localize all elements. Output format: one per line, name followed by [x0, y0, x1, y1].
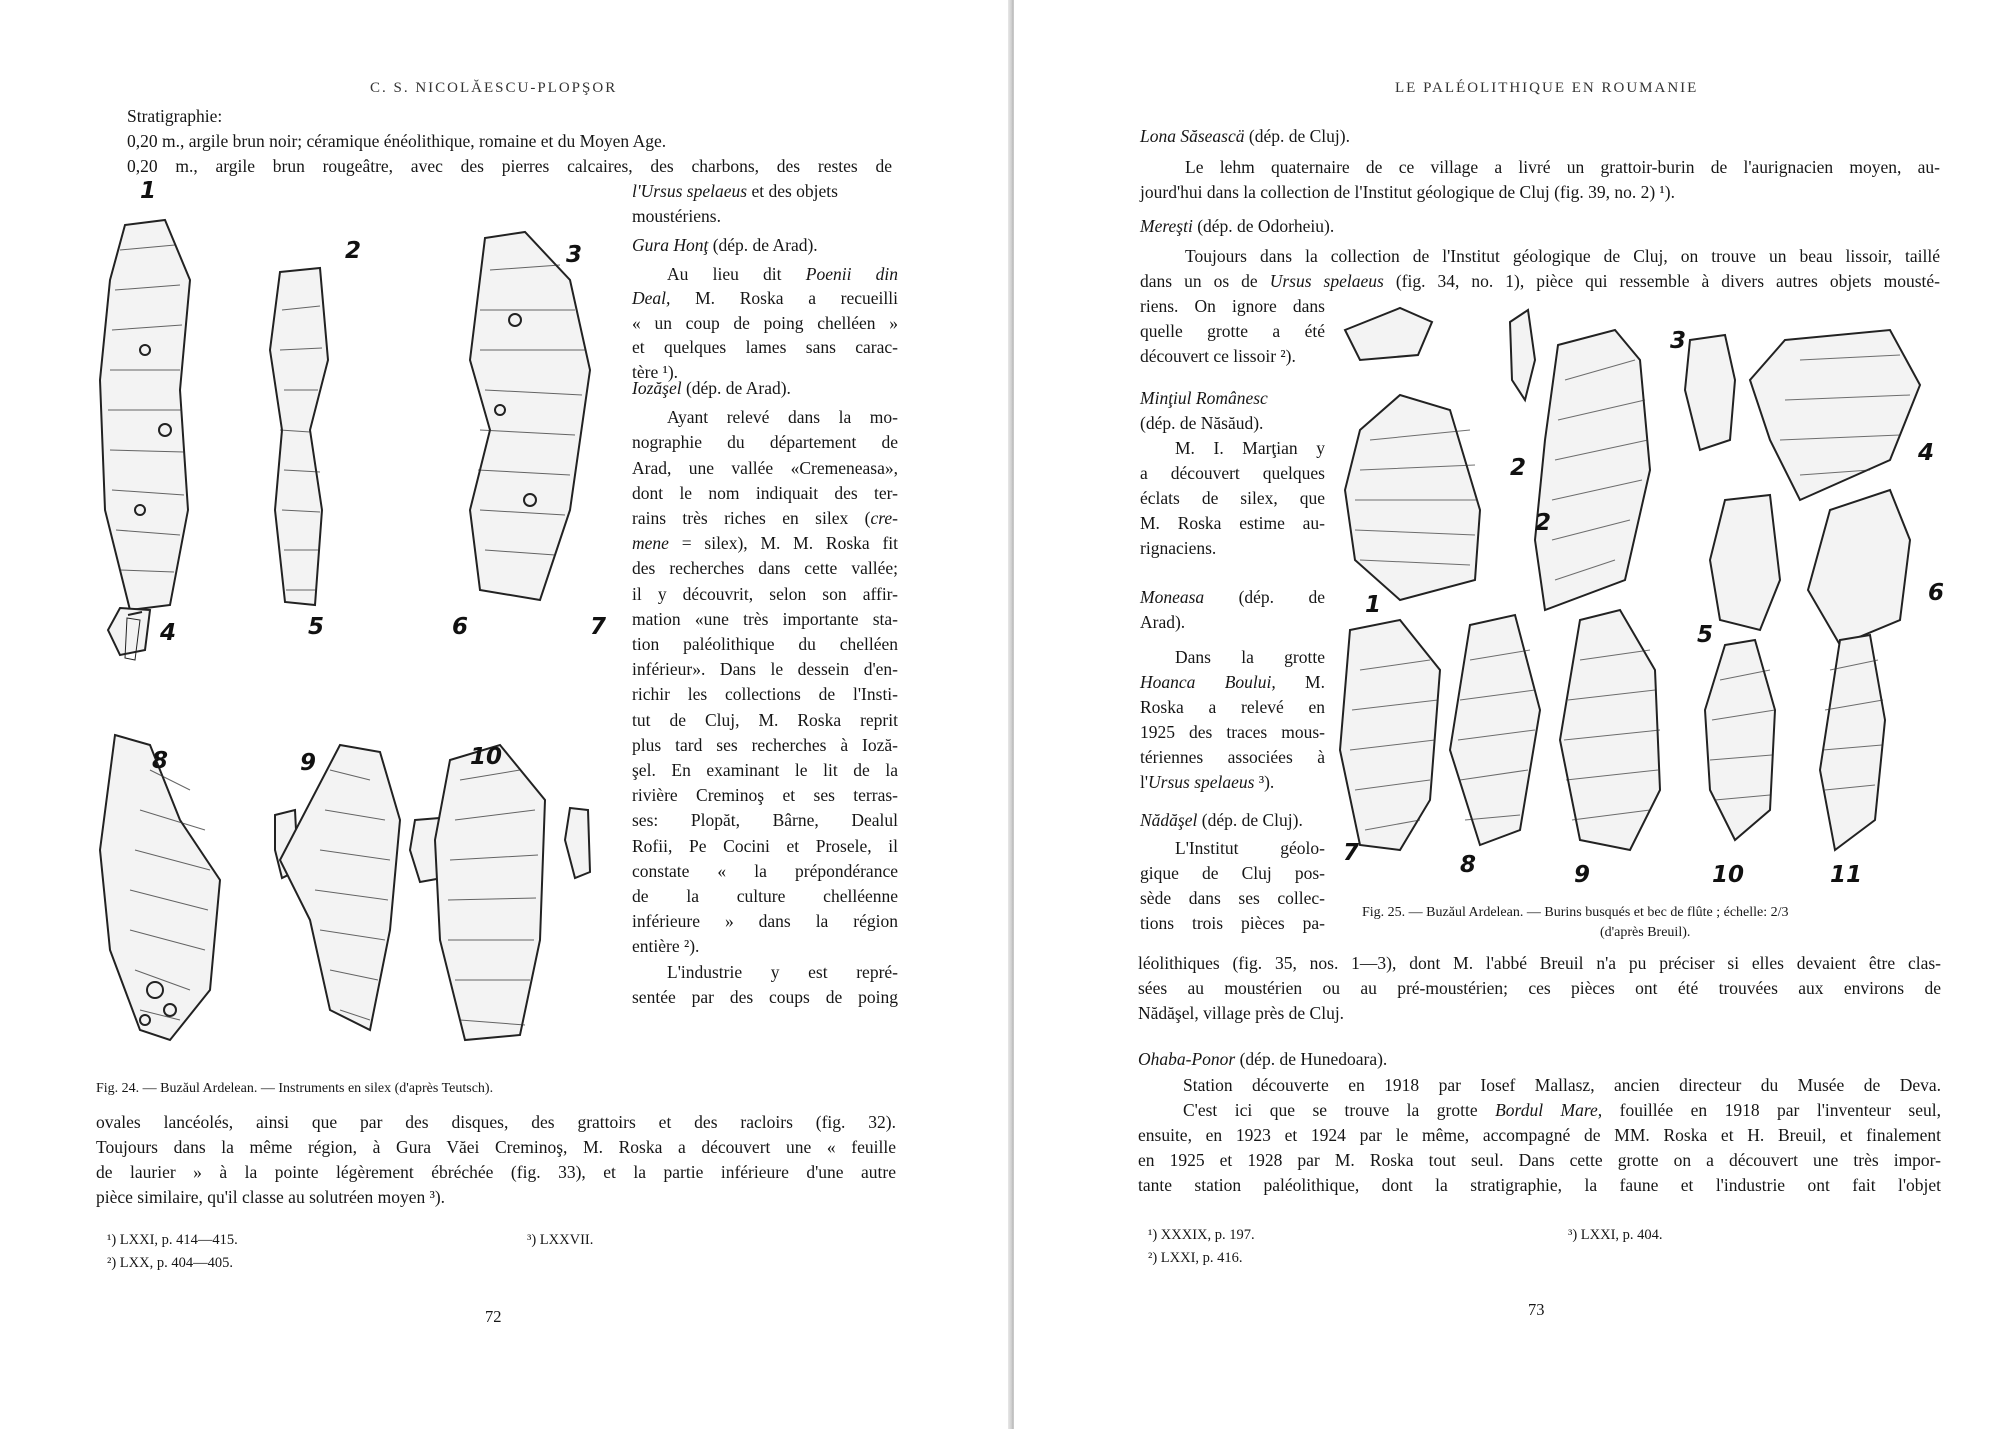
- fig24-label-4: 4: [160, 620, 177, 646]
- text-line: [1138, 1123, 1941, 1148]
- text-line: [632, 556, 898, 581]
- text-line: [1138, 1173, 1941, 1198]
- text-line: [1175, 836, 1325, 861]
- text-segment: mation «une très importante sta-: [632, 608, 898, 629]
- right-running-header: LE PALÉOLITHIQUE EN ROUMANIE: [1395, 80, 1699, 96]
- text-segment: sées au moustérien ou au pré-moustérien; ces pièces ont été trouvées aux environs de: [1138, 978, 1941, 998]
- text-segment: plus tard ses recherches à Ioză-: [632, 734, 898, 755]
- text-segment: ensuite, en 1923 et 1924 par le même, accompagné de MM. Roska et H. Breuil, et finalement: [1138, 1125, 1941, 1145]
- text-line: [1138, 1047, 1387, 1072]
- fig24-label-3: 3: [566, 242, 583, 268]
- text-line: [1140, 770, 1325, 795]
- right-footnote-2: ²) LXXI, p. 416.: [1148, 1250, 1243, 1266]
- text-segment: = silex), M. M. Roska fit: [668, 533, 898, 554]
- text-line: [632, 682, 898, 707]
- text-line: [632, 783, 898, 808]
- artifact-r-9: [1560, 610, 1660, 850]
- right-page-number: 73: [1528, 1300, 1545, 1319]
- italic-segment: Moneasa: [1140, 587, 1205, 607]
- text-segment: jourd'hui dans la collection de l'Institut géologique de Cluj (fig. 39, no. 2) ¹).: [1140, 182, 1675, 202]
- text-line: [1175, 436, 1325, 461]
- artifact-9: [280, 745, 400, 1030]
- text-line: [1183, 1098, 1941, 1123]
- text-segment: rains très riches en silex (: [632, 508, 871, 528]
- text-line: [632, 632, 898, 657]
- text-line: [632, 758, 898, 783]
- artifact-1: [100, 220, 190, 610]
- text-segment: Roska a relevé en: [1140, 697, 1325, 717]
- left-bottom-line: de laurier » à la pointe légèrement ébréchée (fig. 33), et la partie inférieure d'une autre: [96, 1162, 896, 1182]
- italic-segment: cre-: [870, 508, 898, 528]
- fig24-label-7: 7: [590, 614, 607, 640]
- figure-25-burins: [1330, 300, 1950, 900]
- text-line: [1140, 269, 1940, 294]
- artifact-7: [565, 808, 590, 878]
- text-segment: des recherches dans cette vallée;: [632, 558, 898, 579]
- text-line: [1138, 1148, 1941, 1173]
- fig25-label-9: 9: [1574, 862, 1591, 888]
- text-line: [1140, 411, 1325, 436]
- text-line: [632, 286, 898, 311]
- text-segment: riens. On ignore dans: [1140, 296, 1325, 316]
- fig25-label-8: 8: [1460, 852, 1477, 878]
- text-line: [632, 582, 898, 607]
- text-line: [632, 376, 898, 401]
- text-line: [1140, 720, 1325, 745]
- text-line: [1185, 244, 1940, 269]
- text-segment: (dép. de Cluj).: [1244, 126, 1350, 146]
- text-segment: sède dans ses collec-: [1140, 888, 1325, 908]
- text-line: [632, 233, 898, 258]
- text-segment: entière ²).: [632, 936, 700, 957]
- artifact-r-6: [1808, 490, 1910, 645]
- text-segment: (dép. de Arad).: [708, 235, 818, 255]
- text-segment: tère ¹).: [632, 361, 679, 382]
- text-line: [632, 834, 898, 859]
- artifact-2: [270, 268, 328, 605]
- artifact-r-8: [1450, 615, 1540, 845]
- text-line: [632, 884, 898, 909]
- text-line: [632, 733, 898, 758]
- text-segment: dont le nom indiquait des ter-: [632, 482, 898, 503]
- italic-segment: Ursus spelaeus: [1269, 271, 1384, 291]
- text-segment: Dans la grotte: [1175, 647, 1325, 667]
- italic-segment: Mereşti: [1140, 216, 1193, 236]
- italic-segment: Nădăşel: [1140, 810, 1198, 830]
- text-segment: L'industrie y est repré-: [667, 961, 898, 982]
- text-line: [1140, 585, 1325, 610]
- text-line: [1138, 1001, 1344, 1026]
- left-top-line: 0,20 m., argile brun noir; céramique énéolithique, romaine et du Moyen Age.: [127, 131, 667, 151]
- left-bottom-line: pièce similaire, qu'il classe au solutréen moyen ³).: [96, 1187, 446, 1207]
- fig25-label-3: 3: [1670, 328, 1687, 354]
- text-segment: rivière Creminoş et ses terras-: [632, 785, 898, 806]
- text-line: [632, 335, 898, 360]
- text-segment: Ayant relevé dans la mo-: [667, 407, 898, 428]
- text-segment: ses: Plopăt, Bârne, Dealul: [632, 810, 898, 831]
- artifact-r-2b: [1510, 310, 1535, 400]
- text-segment: il y découvrit, selon son affir-: [632, 583, 898, 604]
- italic-segment: Ohaba-Ponor: [1138, 1049, 1236, 1069]
- fig25-label-11: 11: [1830, 862, 1863, 888]
- text-segment: en 1925 et 1928 par M. Roska tout seul. Dans cette grotte on a découvert une très impor-: [1138, 1150, 1941, 1170]
- fig24-label-6: 6: [452, 614, 469, 640]
- text-segment: (fig. 34, no. 1), pièce qui ressemble à divers autres objets mousté-: [1383, 271, 1941, 291]
- text-segment: gique de Cluj pos-: [1140, 863, 1325, 883]
- text-segment: M. I. Marţian y: [1175, 438, 1325, 458]
- text-segment: ³).: [1254, 772, 1275, 792]
- left-footnote-3: ³) LXXVII.: [527, 1232, 594, 1248]
- fig25-label-7: 7: [1343, 840, 1360, 866]
- text-segment: (dép. de Cluj).: [1197, 810, 1303, 830]
- left-page-number: 72: [485, 1307, 502, 1326]
- text-segment: tante station paléolithique, dont la stratigraphie, la faune et l'industrie ont fait l'objet: [1138, 1175, 1941, 1195]
- text-segment: dans un os de: [1140, 271, 1270, 291]
- text-line: [1140, 461, 1325, 486]
- artifact-r-7: [1340, 620, 1440, 850]
- text-line: [667, 960, 898, 985]
- text-line: [1140, 670, 1325, 695]
- text-segment: tions trois pièces pa-: [1140, 913, 1325, 933]
- text-line: [1140, 294, 1325, 319]
- text-segment: « un coup de poing chelléen »: [632, 312, 898, 333]
- text-segment: inférieure » dans la région: [632, 911, 898, 932]
- artifact-r-3: [1685, 335, 1735, 450]
- left-running-header: C. S. NICOLĂESCU-PLOPŞOR: [370, 80, 618, 96]
- text-segment: (dép. de Hunedoara).: [1235, 1049, 1388, 1069]
- text-line: [1185, 155, 1940, 180]
- artifact-8: [100, 735, 220, 1040]
- text-line: [632, 531, 898, 556]
- text-line: [632, 456, 898, 481]
- text-line: [1140, 861, 1325, 886]
- text-segment: Nădăşel, village près de Cluj.: [1138, 1003, 1345, 1023]
- text-segment: tériennes associées à: [1140, 747, 1325, 767]
- italic-segment: Lona Săseascä: [1140, 126, 1245, 146]
- figure-25-drawing: [1330, 300, 1950, 900]
- left-top-line: Stratigraphie:: [127, 106, 223, 126]
- text-segment: Rofii, Pe Cocini et Prosele, il: [632, 835, 898, 856]
- text-line: [1140, 344, 1325, 369]
- figure-24-silex-tools: [70, 210, 610, 1080]
- left-footnote-1: ¹) LXXI, p. 414—415.: [107, 1232, 238, 1248]
- text-line: [1140, 610, 1325, 635]
- text-segment: richir les collections de l'Insti-: [632, 684, 898, 705]
- left-bottom-line: ovales lancéolés, ainsi que par des disques, des grattoirs et des racloirs (fig. 32).: [96, 1112, 896, 1132]
- text-segment: l': [1140, 772, 1149, 792]
- text-segment: tion paléolithique du chelléen: [632, 634, 898, 654]
- text-segment: découvert ce lissoir ²).: [1140, 346, 1296, 366]
- text-line: [632, 985, 898, 1010]
- text-line: [667, 262, 898, 287]
- text-segment: Station découverte en 1918 par Iosef Mallasz, ancien directeur du Musée de Deva.: [1183, 1075, 1941, 1095]
- text-segment: quelle grotte a été: [1140, 321, 1325, 341]
- italic-segment: mene: [632, 533, 669, 554]
- artifact-r-11: [1820, 635, 1885, 850]
- text-segment: sentée par des coups de poing: [632, 986, 898, 1007]
- text-line: [1140, 695, 1325, 720]
- fig25-label-6: 6: [1928, 580, 1945, 606]
- text-segment: Au lieu dit: [667, 263, 806, 284]
- fig25-label-10: 10: [1712, 862, 1745, 888]
- left-footnote-2: ²) LXX, p. 404—405.: [107, 1255, 233, 1271]
- artifact-r-5: [1710, 495, 1780, 630]
- text-line: [1175, 645, 1325, 670]
- fig25-label-2a: 2: [1510, 455, 1527, 481]
- fig25-label-5: 5: [1697, 622, 1714, 648]
- text-line: [667, 405, 898, 430]
- text-line: [632, 708, 898, 733]
- text-line: [632, 430, 898, 455]
- text-line: [632, 934, 898, 959]
- text-segment: fouillée en 1918 par l'inventeur seul,: [1602, 1100, 1942, 1120]
- italic-segment: Deal,: [632, 288, 671, 308]
- text-segment: 1925 des traces mous-: [1140, 722, 1325, 742]
- text-line: [1140, 911, 1325, 936]
- artifact-10: [435, 745, 545, 1040]
- left-bottom-line: Toujours dans la même région, à Gura Văei Creminoş, M. Roska a découvert une « feuille: [96, 1137, 896, 1157]
- italic-segment: Bordul Mare,: [1495, 1100, 1603, 1120]
- text-line: [1138, 951, 1941, 976]
- text-segment: de la culture chelléenne: [632, 886, 898, 906]
- text-segment: (dép. de Arad).: [681, 378, 791, 398]
- figure-25-caption-line-2: (d'après Breuil).: [1600, 925, 1691, 940]
- right-footnote-1: ¹) XXXIX, p. 197.: [1148, 1227, 1255, 1243]
- artifact-r-1: [1345, 395, 1480, 600]
- text-segment: şel. En examinant le lit de la: [632, 760, 898, 780]
- text-line: [632, 808, 898, 833]
- figure-24-drawing: [70, 210, 610, 1080]
- text-segment: Toujours dans la collection de l'Institut géologique de Cluj, on trouve un beau lissoir, taillé: [1185, 246, 1940, 266]
- italic-segment: Iozăşel: [632, 378, 682, 398]
- text-segment: C'est ici que se trouve la grotte: [1183, 1100, 1496, 1120]
- left-mousteriens: moustériens.: [632, 206, 721, 226]
- artifact-r-2a: [1345, 308, 1432, 360]
- fig24-label-5: 5: [308, 614, 325, 640]
- text-line: [1140, 808, 1325, 833]
- figure-24-caption: Fig. 24. — Buzăul Ardelean. — Instruments en silex (d'après Teutsch).: [96, 1081, 494, 1096]
- text-segment: léolithiques (fig. 35, nos. 1—3), dont M. l'abbé Breuil n'a pu préciser si elles devaient être clas-: [1138, 953, 1941, 973]
- artifact-r-10: [1705, 640, 1775, 840]
- text-segment: nographie du département de: [632, 432, 898, 453]
- text-line: [632, 657, 898, 682]
- text-segment: (dép. de Odorheiu).: [1192, 216, 1335, 236]
- text-segment: et quelques lames sans carac-: [632, 337, 898, 357]
- fig25-label-1: 1: [1365, 592, 1382, 618]
- text-line: [1140, 124, 1350, 149]
- text-segment: constate « la prépondérance: [632, 860, 898, 881]
- text-segment: (dép. de Năsăud).: [1140, 413, 1264, 433]
- text-line: [1140, 886, 1325, 911]
- text-segment: Le lehm quaternaire de ce village a livré un grattoir-burin de l'aurignacien moyen, au-: [1185, 157, 1940, 177]
- text-line: [632, 909, 898, 934]
- text-segment: inférieur». Dans le dessein d'en-: [632, 659, 898, 680]
- text-segment: rignaciens.: [1140, 538, 1217, 558]
- text-segment: M. Roska a recueilli: [670, 288, 898, 308]
- text-segment: L'Institut géolo-: [1175, 838, 1325, 858]
- text-segment: Arad, une vallée «Cremeneasa»,: [632, 457, 898, 478]
- text-line: [632, 859, 898, 884]
- text-segment: éclats de silex, que: [1140, 488, 1325, 508]
- fig24-label-2: 2: [345, 238, 362, 264]
- text-line: [632, 607, 898, 632]
- fig25-label-2b: 2: [1535, 510, 1552, 536]
- left-ursus-line: l'Ursus spelaeus et des objets: [632, 181, 838, 201]
- text-segment: Arad).: [1140, 612, 1186, 632]
- text-segment: (dép. de: [1204, 587, 1325, 607]
- text-segment: M.: [1275, 672, 1325, 692]
- text-segment: M. Roska estime au-: [1140, 513, 1325, 533]
- text-line: [1140, 486, 1325, 511]
- italic-segment: Hoanca Boului,: [1140, 672, 1276, 692]
- figure-25-caption-line-1: Fig. 25. — Buzăul Ardelean. — Burins busqués et bec de flûte ; échelle: 2/3: [1362, 905, 1789, 920]
- fig24-label-1: 1: [140, 178, 157, 204]
- left-top-line: 0,20 m., argile brun rougeâtre, avec des pierres calcaires, des charbons, des restes de: [127, 156, 892, 176]
- text-line: [632, 311, 898, 336]
- artifact-3: [470, 232, 590, 600]
- right-footnote-3: ³) LXXI, p. 404.: [1568, 1227, 1663, 1243]
- italic-segment: Gura Honţ: [632, 235, 709, 255]
- fig24-label-9: 9: [300, 750, 317, 776]
- text-line: [632, 506, 898, 531]
- text-line: [632, 481, 898, 506]
- text-line: [1140, 536, 1325, 561]
- fig24-label-10: 10: [470, 744, 503, 770]
- text-segment: a découvert quelques: [1140, 463, 1325, 483]
- text-line: [1140, 180, 1675, 205]
- italic-segment: Poenii din: [805, 263, 899, 284]
- text-line: [1140, 214, 1334, 239]
- text-line: [1140, 386, 1325, 411]
- text-line: [1183, 1073, 1941, 1098]
- italic-segment: Ursus spelaeus: [1148, 772, 1255, 792]
- fig24-label-8: 8: [152, 748, 169, 774]
- text-segment: tut de Cluj, M. Roska reprit: [632, 709, 898, 730]
- text-line: [1140, 319, 1325, 344]
- text-line: [1140, 745, 1325, 770]
- text-line: [1140, 511, 1325, 536]
- text-line: [1138, 976, 1941, 1001]
- italic-segment: Minţiul Românesc: [1140, 388, 1268, 408]
- fig25-label-4: 4: [1918, 440, 1935, 466]
